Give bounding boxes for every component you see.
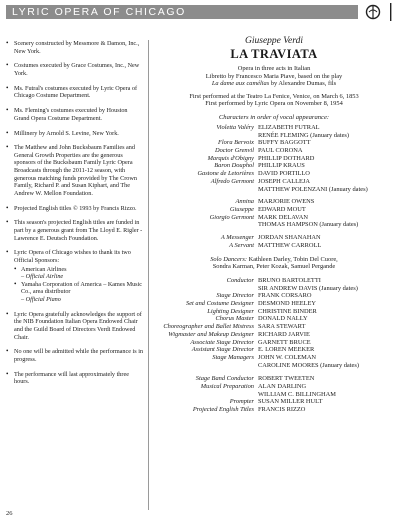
cast-row: RENÉE FLEMING (January dates) (258, 131, 350, 139)
cast-row: MATTHEW POLENZANI (January dates) (258, 185, 368, 193)
note-item: • Projected English titles © 1993 by Francis Rizzo. (6, 203, 137, 212)
staff-row: Conductor BRUNO BARTOLETTI (226, 276, 321, 284)
staff-row: Assistant Stage Director E. LOREN MEEKER (191, 346, 315, 354)
cast-row: THOMAS HAMPSON (January dates) (258, 221, 359, 229)
note-item: • Scenery constructed by Messmore & Damon, Inc., New York. (6, 39, 140, 55)
note-item: • Lyric Opera gratefully acknowledges the support of the NIB Foundation Italian Opera Endowed Chair and the Guild Board of Directors Verdi Endowed Chair. (6, 309, 142, 341)
libretto-credit: Libretto by Francesco Maria Piave, based on the play (205, 72, 343, 80)
staff-row: Associate Stage Director GARNETT BRUCE (190, 338, 311, 346)
staff-row: Chorus Master DONALD NALLY (215, 315, 308, 323)
characters-heading: Characters in order of vocal appearance: (218, 113, 330, 121)
bullet-icon: • (6, 347, 9, 356)
cast-row: Violetta Valéry ELIZABETH FUTRAL (216, 123, 320, 131)
sponsor-list (14, 266, 144, 304)
cast-row: Baron Douphol PHILLIP KRAUS (214, 162, 305, 170)
staff-row: Lighting Designer CHRISTINE BINDER (207, 307, 317, 315)
bullet-icon: • (6, 39, 9, 47)
staff-list-2 (152, 375, 396, 414)
staff-row: Stage Director FRANK CORSARO (216, 292, 312, 300)
staff-row: WILLIAM C. BILLINGHAM (258, 390, 336, 398)
bullet-icon: • (6, 203, 9, 212)
note-item: • Millinery by Arnold S. Levine, New York. (6, 128, 119, 137)
staff-row: Stage Band Conductor ROBERT TWEETEN (195, 375, 315, 383)
cast-row: A Servant MATTHEW CARROLL (229, 241, 322, 249)
staff-row: CAROLINE MOORES (January dates) (258, 361, 359, 369)
composer-name: Giuseppe Verdi (245, 36, 303, 46)
staff-list (152, 277, 396, 369)
cast-row: Gastone de Letorières DAVID PORTILLO (197, 170, 310, 178)
staff-row: Set and Costume Designer DESMOND HEELEY (186, 300, 317, 308)
bullet-icon: • (6, 309, 9, 318)
bullet-icon: • (6, 83, 9, 92)
note-item: • This season's projected English titles are funded in part by a generous grant from The Lloyd E. Rigler - Lawrence E. Deutsch Foundation. (6, 218, 143, 242)
cast-row: Flora Bervoix BUFFY BAGGOTT (217, 139, 311, 147)
staff-row: Prompter SUSAN MILLER HULT (229, 398, 323, 406)
program-credits (152, 36, 396, 414)
staff-row: SIR ANDREW DAVIS (January dates) (258, 284, 358, 292)
production-notes (6, 40, 144, 393)
cast-row: Giuseppe EDWARD MOUT (229, 206, 306, 213)
solo-dancers: Solo Dancers: Kathleen Darley, Tobin Del Cuore, Sondra Karman, Peter Kozak, Samuel Pergande (210, 255, 338, 271)
premiere-lyric: First performed by Lyric Opera on November 8, 1954 (205, 100, 343, 108)
header-banner: LYRIC OPERA OF CHICAGO (6, 5, 358, 19)
bullet-icon: • (6, 218, 9, 227)
sponsor-intro: Lyric Opera of Chicago wishes to thank its two Official Sponsors: (14, 249, 131, 264)
sponsor-item: • Yamaha Corporation of America – Kames Music Co., area distributor – Official Piano (14, 279, 143, 303)
bullet-icon: • (6, 61, 9, 70)
cast-row: Annina MARJORIE OWENS (235, 198, 315, 206)
lyric-opera-logo-icon (364, 2, 394, 22)
note-item (6, 249, 144, 303)
bullet-icon: • (14, 264, 17, 273)
cast-row: Alfredo Germont JOSEPH CALLEJA (210, 177, 311, 185)
staff-row: Musical Preparation ALAN DARLING (200, 383, 307, 391)
staff-row: Choreographer and Ballet Mistress SARA STEWART (163, 323, 306, 331)
bullet-icon: • (6, 143, 9, 152)
staff-row: Stage Managers JOHN W. COLEMAN (212, 353, 317, 361)
opera-title: LA TRAVIATA (230, 47, 318, 61)
bullet-icon: • (6, 369, 9, 378)
staff-row: Wigmaster and Makeup Designer RICHARD JARVIE (168, 330, 310, 338)
note-item: • Ms. Fleming's costumes executed by Houston Grand Opera Costume Department. (6, 106, 128, 122)
page-header (0, 0, 400, 24)
column-divider (148, 40, 149, 510)
bullet-icon: • (6, 128, 9, 137)
note-item: • No one will be admitted while the performance is in progress. (6, 347, 144, 363)
note-item: • Costumes executed by Grace Costumes, Inc., New York. (6, 61, 140, 77)
bullet-icon: • (6, 248, 9, 257)
cast-row: A Messenger JORDAN SHANAHAN (220, 234, 321, 242)
premiere-venice: First performed at the Teatro La Fenice, Venice, on March 6, 1853 (189, 92, 359, 100)
bullet-icon: • (14, 279, 17, 288)
staff-row: Projected English Titles FRANCIS RIZZO (192, 406, 306, 414)
sponsor-item: • American Airlines – Official Airline (14, 264, 67, 281)
cast-row: Giorgio Germont MARK DELAVAN (209, 213, 309, 221)
note-item: • Ms. Futral's costumes executed by Lyric Opera of Chicago Costume Department. (6, 83, 138, 100)
note-item: • The performance will last approximately three hours. (6, 369, 129, 386)
bullet-icon: • (6, 106, 9, 115)
note-item: • The Matthew and John Bucksbaum Families and General Growth Properties are the generous sponsors of the Bucksbaum Family Lyric Opera Broadcasts through the 2011-12 season, with generous matching funds provided by The Crown Family, Richard P. and Susan Kiphart, and The Andrew W. Mellon Foundation. (6, 143, 137, 197)
opera-description: Opera in three acts in Italian (237, 65, 311, 72)
cast-row: Doctor Grenvil PAUL CORONA (215, 147, 303, 155)
page-number: 26 (6, 510, 13, 517)
source-play: La dame aux camélias by Alexandre Dumas, fils (211, 80, 337, 88)
cast-list (152, 124, 396, 250)
cast-row: Marquis d'Obigny PHILLIP DOTHARD (207, 154, 315, 162)
